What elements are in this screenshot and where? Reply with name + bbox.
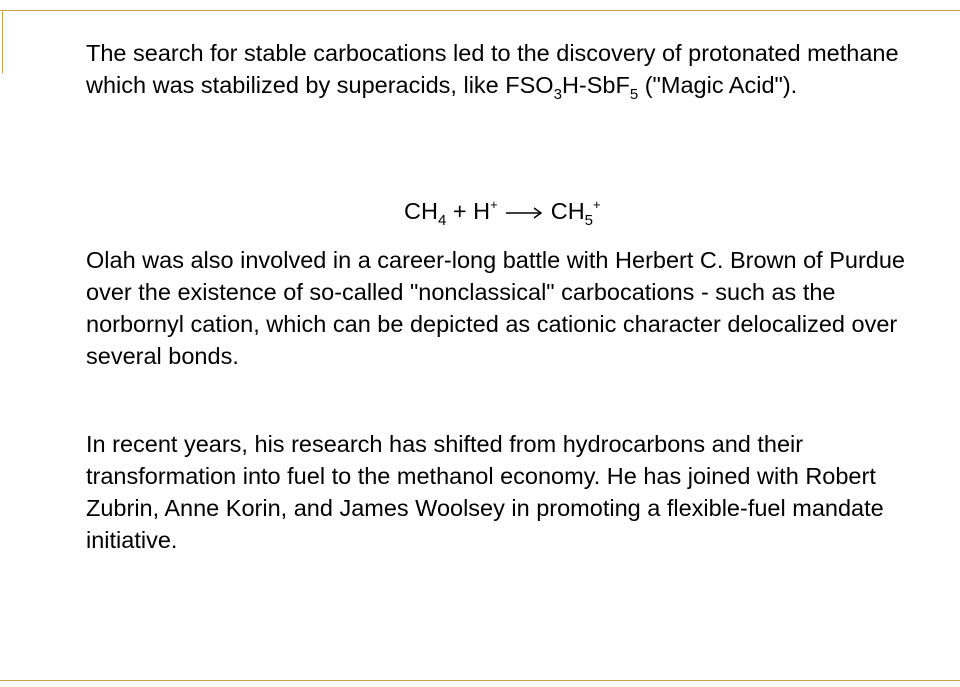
top-border-line bbox=[0, 10, 960, 11]
bottom-border-line bbox=[0, 680, 960, 681]
paragraph-protonated-methane bbox=[86, 37, 926, 101]
equation-product-subscript: 5 bbox=[584, 212, 594, 229]
paragraph1-text-c: ("Magic Acid"). bbox=[638, 72, 798, 98]
equation-plus-h: + H bbox=[446, 198, 491, 224]
paragraph1-subscript-3: 3 bbox=[553, 86, 562, 103]
paragraph1-subscript-5: 5 bbox=[629, 86, 639, 103]
chemical-equation bbox=[404, 195, 601, 227]
equation-reactant: CH bbox=[404, 198, 438, 224]
equation-reactant-subscript: 4 bbox=[437, 212, 447, 229]
paragraph-methanol-economy: In recent years, his research has shifted from hydrocarbons and their transformation into fuel to the methanol economy. He has joined with Robert Zubrin, Anne Korin, and James Woolsey in promoting a flexible-fuel mandate initiative. bbox=[86, 431, 884, 553]
paragraph-olah-brown-debate: Olah was also involved in a career-long battle with Herbert C. Brown of Purdue over the existence of so-called "nonclassical" carbocations - such as the norbornyl cation, which can be depicted as cationic character delocalized over several bonds. bbox=[86, 247, 905, 369]
paragraph1-text-a: The search for stable carbocations led to the discovery of protonated methane which was stabilized by superacids, like FSO bbox=[86, 40, 899, 98]
reaction-arrow-icon bbox=[504, 206, 544, 220]
equation-product-charge: + bbox=[593, 197, 601, 212]
paragraph1-text-b: H-SbF bbox=[561, 72, 630, 98]
equation-product: CH bbox=[544, 198, 585, 224]
left-border-accent bbox=[2, 11, 3, 73]
equation-proton-charge: + bbox=[490, 197, 498, 212]
